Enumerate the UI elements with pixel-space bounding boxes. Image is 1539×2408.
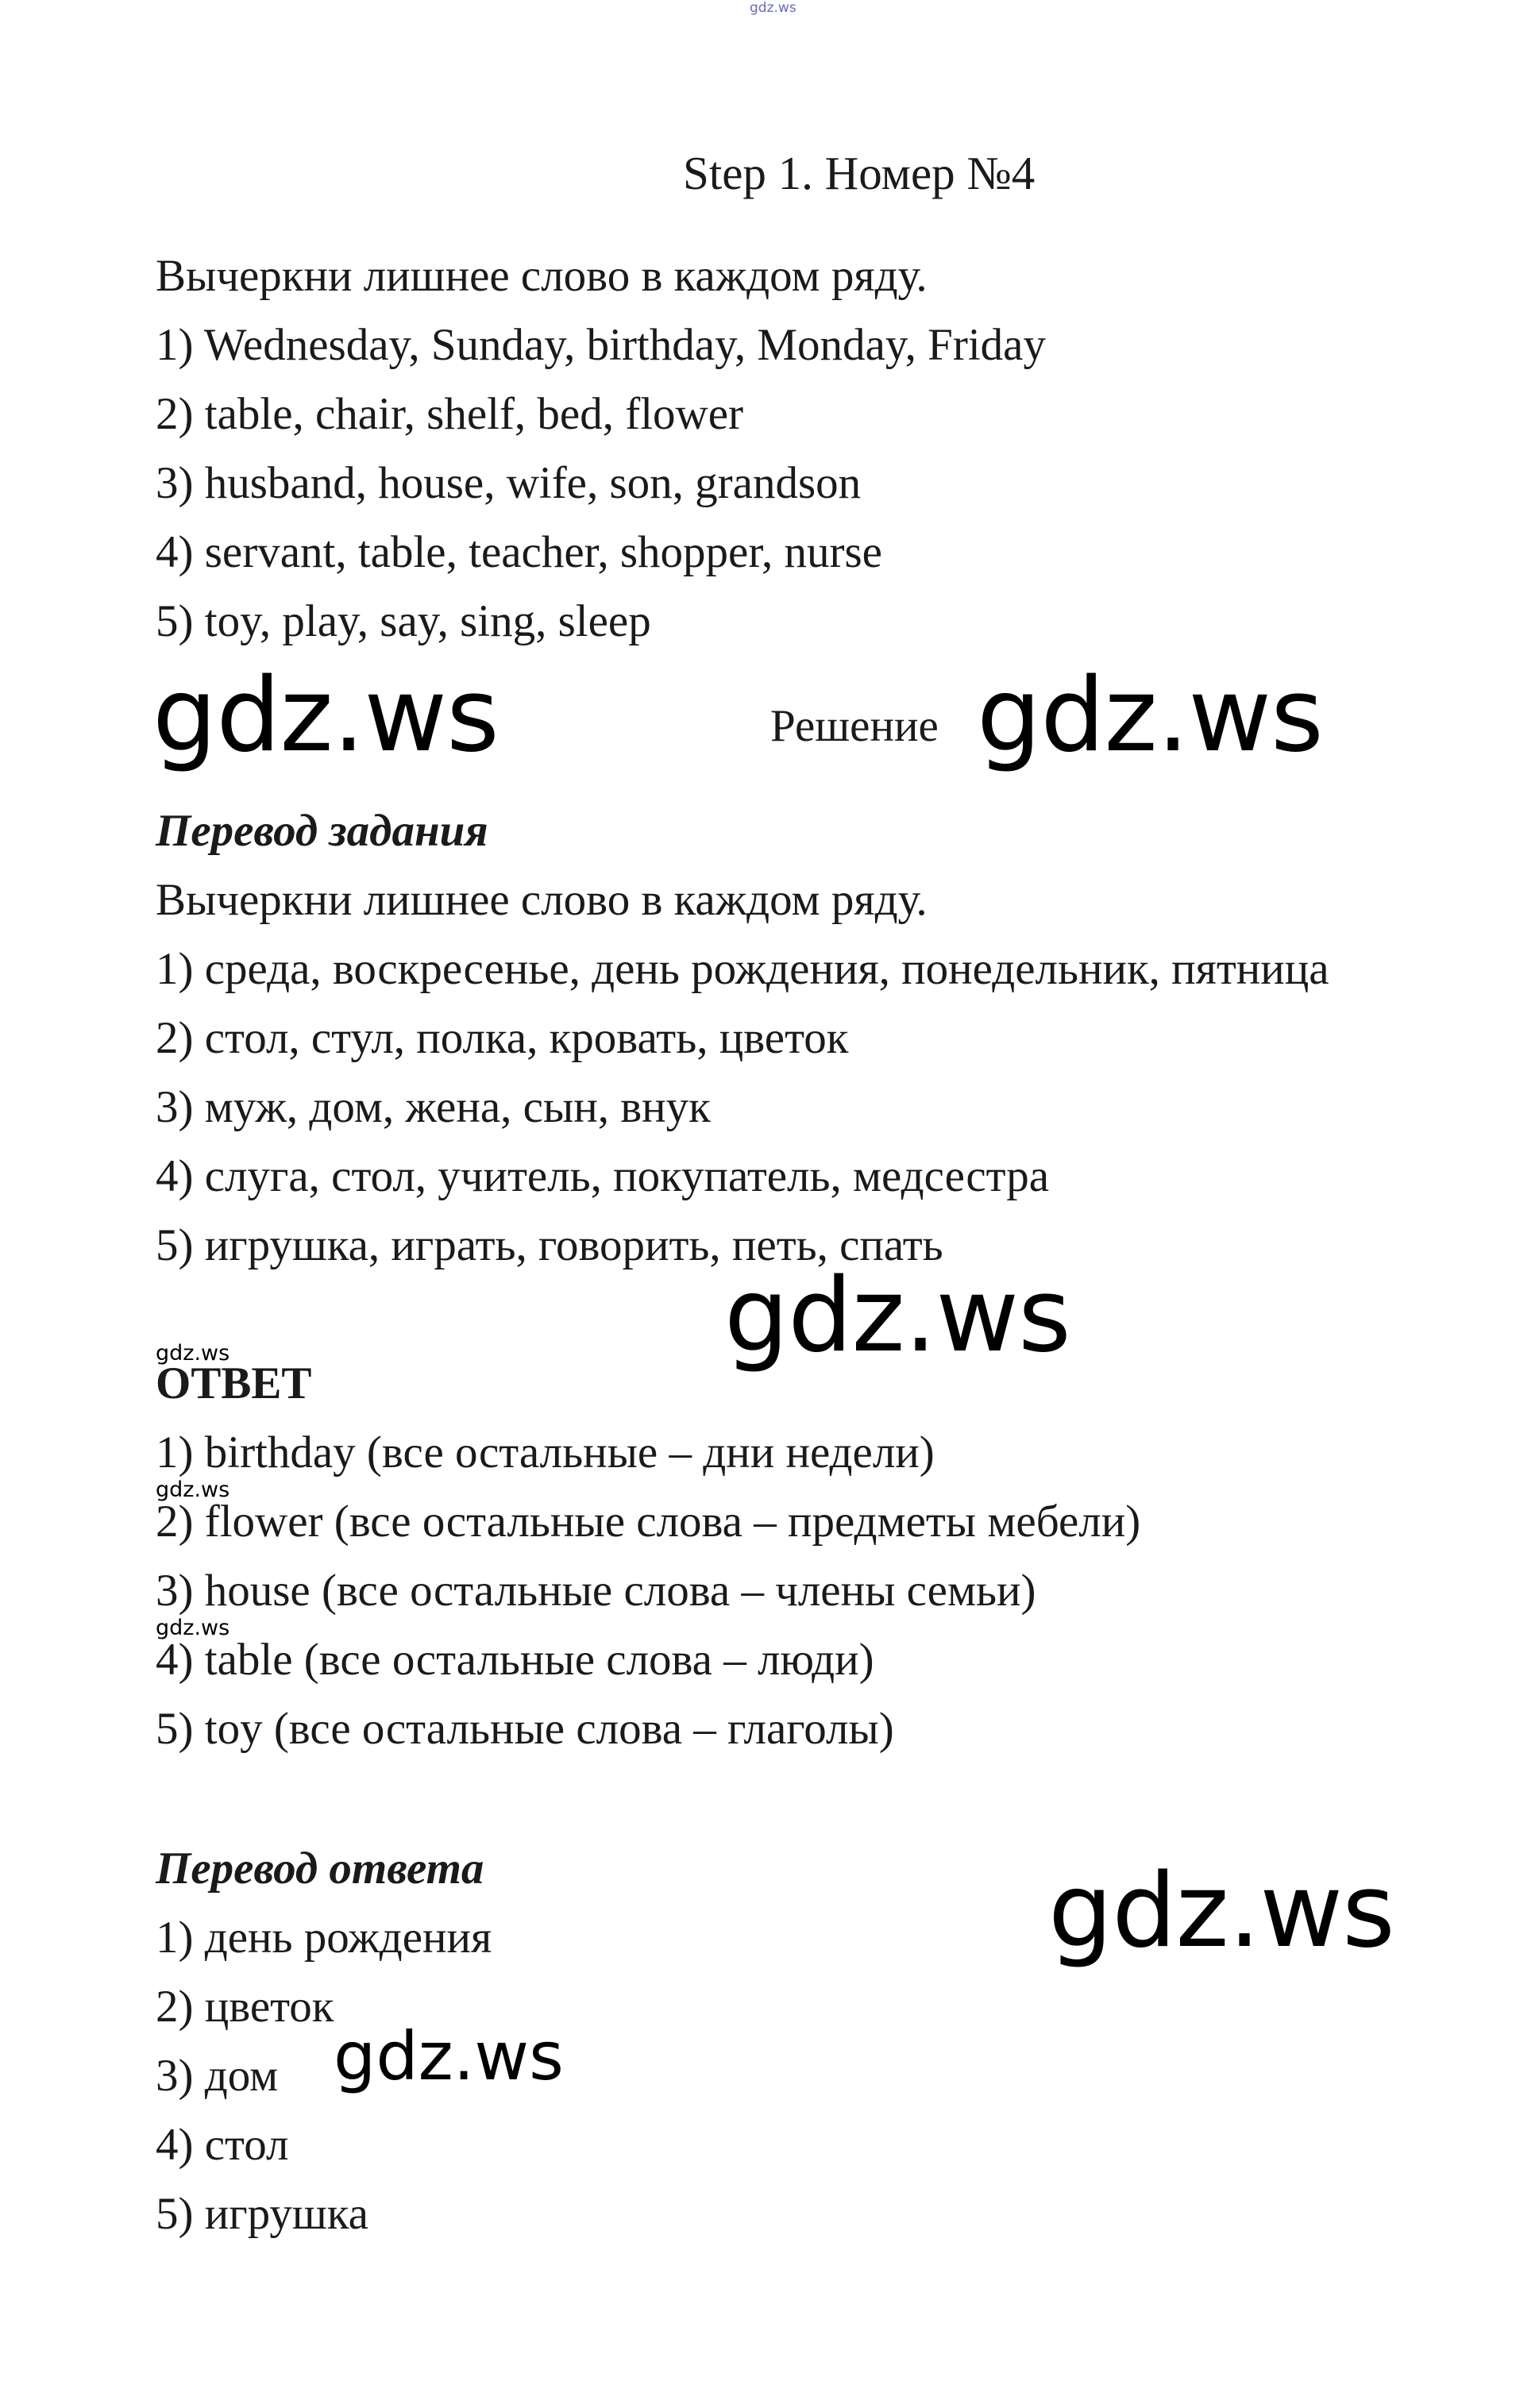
watermark: gdz.ws [1048,1852,1394,1971]
task-translation-instruction: Вычеркни лишнее слово в каждом ряду. [156,875,928,925]
answer-translation-heading: Перевод ответа [156,1844,484,1894]
task-item: 4) servant, table, teacher, shopper, nurse [156,527,882,577]
task-item: 1) Wednesday, Sunday, birthday, Monday, Friday [156,320,1046,370]
answer-translation-item: 2) цветок [156,1982,334,2032]
task-item: 2) table, chair, shelf, bed, flower [156,389,743,439]
answer-item: 4) table (все остальные слова – люди) [156,1635,874,1685]
small-watermark: gdz.ws [156,1616,230,1640]
small-watermark: gdz.ws [156,1478,230,1502]
task-translation-item: 3) муж, дом, жена, сын, внук [156,1082,711,1132]
task-translation-heading: Перевод задания [156,806,488,856]
task-item: 3) husband, house, wife, son, grandson [156,458,862,508]
watermark: gdz.ws [724,1257,1070,1375]
answer-item: 2) flower (все остальные слова – предметы мебели) [156,1497,1141,1547]
answer-translation-item: 4) стол [156,2120,289,2170]
watermark: gdz.ws [334,2017,564,2095]
task-translation-item: 2) стол, стул, полка, кровать, цветок [156,1013,849,1063]
task-translation-item: 1) среда, воскресенье, день рождения, понедельник, пятница [156,944,1329,994]
solution-label: Решение [770,701,939,751]
task-instruction: Вычеркни лишнее слово в каждом ряду. [156,251,928,301]
watermark: gdz.ws [152,657,499,775]
page-title: Step 1. Номер №4 [683,147,1036,199]
answer-translation-item: 3) дом [156,2051,279,2101]
answer-item: 5) toy (все остальные слова – глаголы) [156,1704,894,1754]
top-watermark: gdz.ws [750,0,796,16]
task-item: 5) toy, play, say, sing, sleep [156,596,651,646]
watermark: gdz.ws [977,657,1323,775]
answer-item: 3) house (все остальные слова – члены семьи) [156,1566,1036,1616]
answer-item: 1) birthday (все остальные – дни недели) [156,1427,935,1478]
answer-translation-item: 5) игрушка [156,2189,368,2239]
task-translation-item: 4) слуга, стол, учитель, покупатель, медсестра [156,1151,1050,1201]
answer-heading: ОТВЕТ [156,1358,312,1408]
small-watermark: gdz.ws [156,1341,230,1366]
task-translation-item: 5) игрушка, играть, говорить, петь, спать [156,1220,943,1270]
answer-translation-item: 1) день рождения [156,1913,492,1963]
